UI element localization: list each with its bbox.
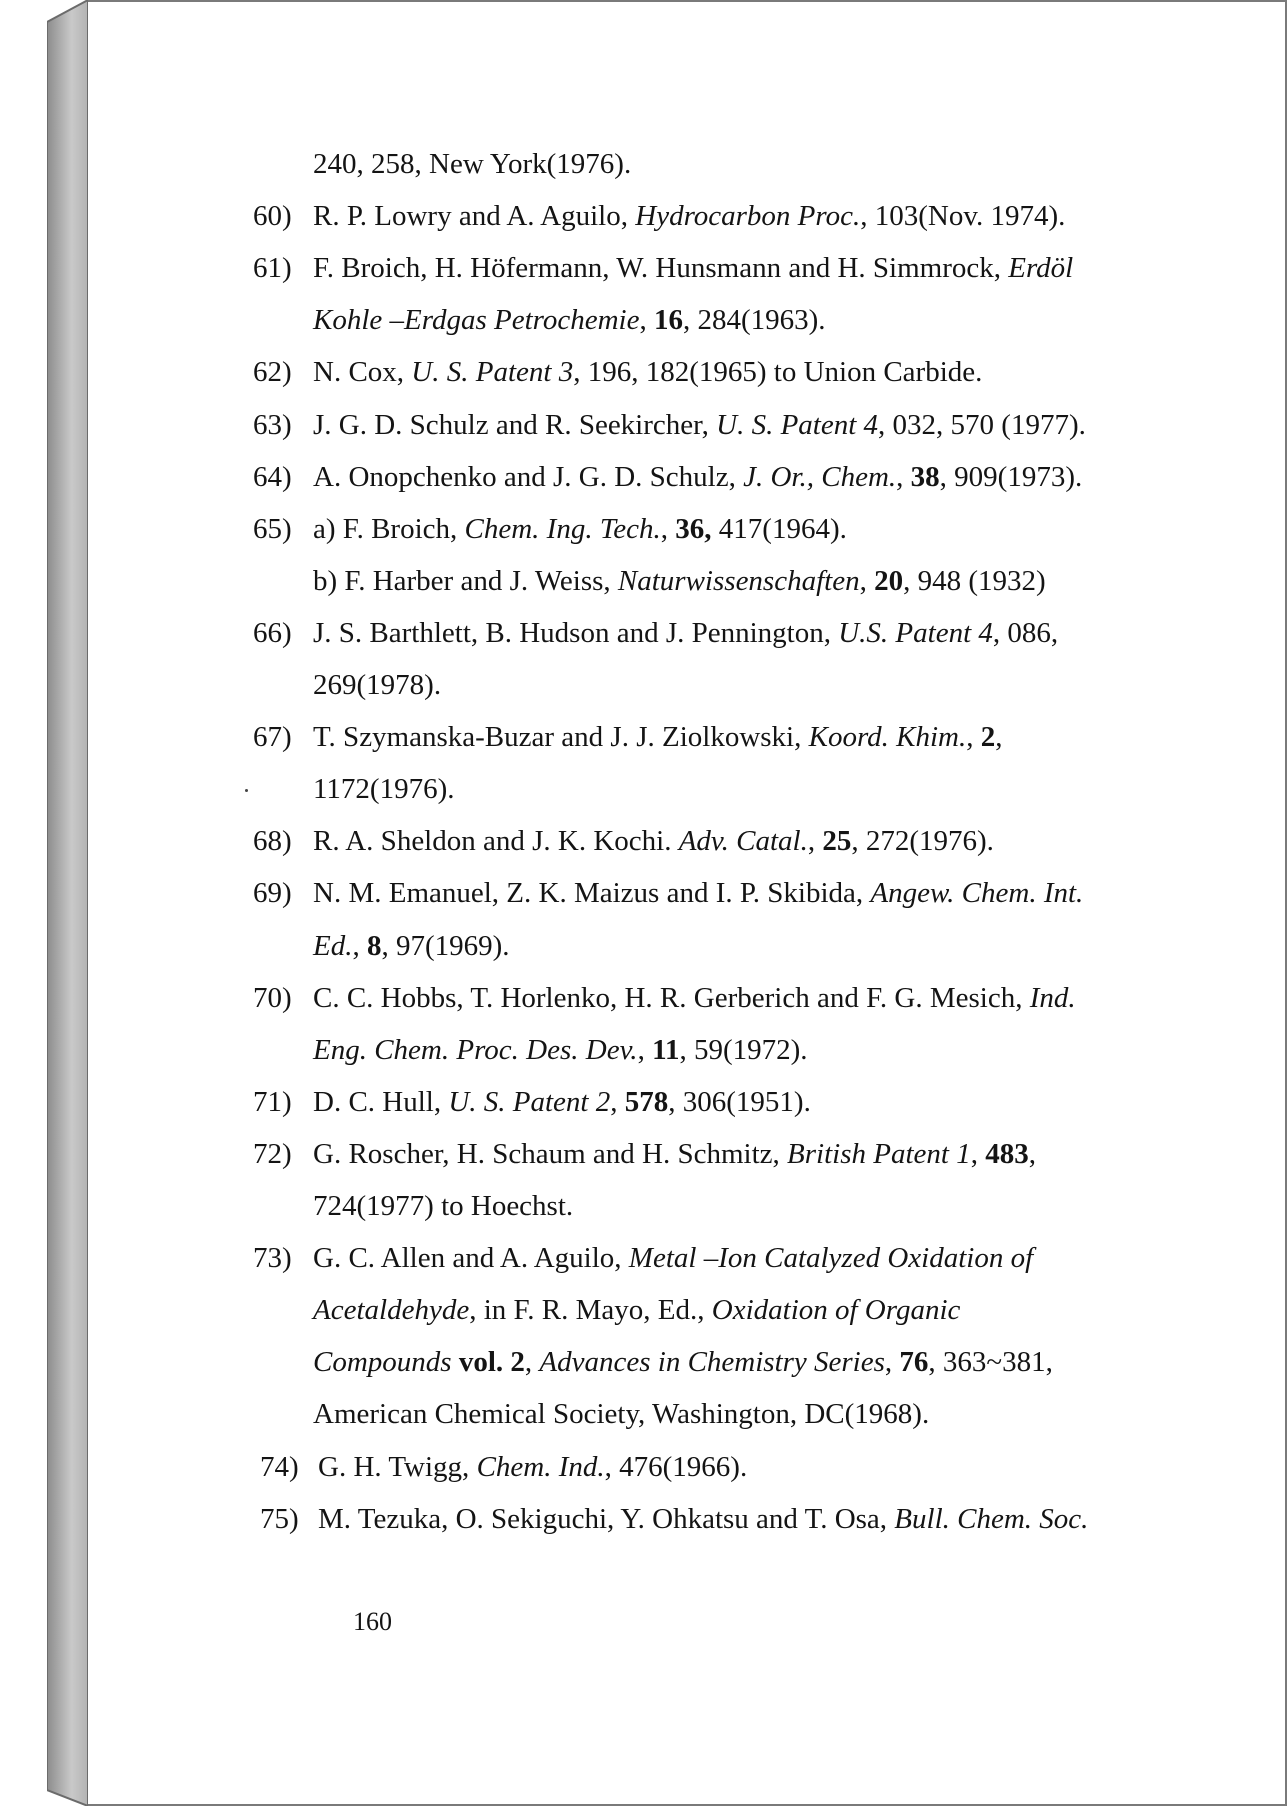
reference-line xyxy=(88,399,1285,451)
text-segment: , 97(1969). xyxy=(381,929,510,962)
bold-segment: vol. 2 xyxy=(458,1346,525,1379)
reference-text xyxy=(313,1180,573,1232)
italic-segment: Adv. Catal. xyxy=(678,825,808,858)
reference-line xyxy=(88,503,1285,555)
reference-number: 66) xyxy=(253,616,292,649)
text-segment: American Chemical Society, Washington, DC(1968). xyxy=(313,1398,930,1431)
bold-segment: 20 xyxy=(874,564,904,597)
text-segment: 1172(1976). xyxy=(313,773,455,806)
text-segment: , xyxy=(524,1346,540,1379)
bold-segment: 76 xyxy=(899,1346,929,1379)
text-segment: N. Cox, xyxy=(313,356,412,389)
reference-line xyxy=(88,711,1285,763)
text-segment: , xyxy=(896,460,911,493)
reference-text xyxy=(313,607,1058,659)
text-segment: D. C. Hull, xyxy=(313,1085,449,1118)
italic-segment: Koord. Khim. xyxy=(808,721,967,754)
page-sheet xyxy=(88,0,1287,1806)
reference-line xyxy=(88,1180,1285,1232)
reference-line xyxy=(88,1336,1285,1388)
text-segment: , xyxy=(995,721,1003,754)
reference-text xyxy=(313,1076,811,1128)
reference-number: 71) xyxy=(253,1085,292,1118)
stray-mark xyxy=(245,789,248,792)
text-segment: , 476(1966). xyxy=(604,1450,748,1483)
reference-text xyxy=(313,1128,1036,1180)
text-segment: 240, 258, New York(1976). xyxy=(313,148,632,180)
text-segment: , xyxy=(1028,1137,1036,1170)
text-segment: 417(1964). xyxy=(711,512,847,545)
text-segment: , 272(1976). xyxy=(851,825,994,858)
reference-line xyxy=(88,346,1285,398)
reference-line xyxy=(88,1076,1285,1128)
text-segment: G. C. Allen and A. Aguilo, xyxy=(313,1242,629,1275)
text-segment: a) F. Broich, xyxy=(313,512,465,545)
reference-line xyxy=(88,1232,1285,1284)
text-segment: R. P. Lowry and A. Aguilo, xyxy=(313,200,636,233)
text-segment xyxy=(452,1346,459,1378)
text-segment: , 59(1972). xyxy=(679,1033,808,1066)
italic-segment: Oxidation of Organic xyxy=(711,1294,961,1327)
reference-text xyxy=(313,763,455,815)
text-segment: G. Roscher, H. Schaum and H. Schmitz, xyxy=(313,1137,788,1170)
reference-text xyxy=(313,1024,808,1076)
italic-segment: Acetaldehyde xyxy=(313,1294,470,1327)
italic-segment: U. S. Patent 2 xyxy=(448,1085,611,1118)
text-segment: A. Onopchenko and J. G. D. Schulz, xyxy=(313,460,744,493)
reference-text xyxy=(313,555,1046,607)
reference-text xyxy=(318,1493,1088,1545)
text-segment: b) F. Harber and J. Weiss, xyxy=(313,564,618,597)
bold-segment: 2 xyxy=(980,721,996,754)
bold-segment: 8 xyxy=(366,929,382,962)
italic-segment: Hydrocarbon Proc. xyxy=(635,200,861,233)
text-segment: 724(1977) to Hoechst. xyxy=(313,1190,574,1222)
reference-line xyxy=(88,920,1285,972)
italic-segment: Eng. Chem. Proc. Des. Dev. xyxy=(313,1033,638,1066)
text-segment: , 948 (1932) xyxy=(903,564,1046,597)
text-segment: , 032, 570 (1977). xyxy=(878,408,1086,441)
text-segment: M. Tezuka, O. Sekiguchi, Y. Ohkatsu and T. Osa, xyxy=(318,1502,895,1535)
text-segment: , xyxy=(970,1137,986,1170)
reference-number: 75) xyxy=(260,1502,299,1535)
reference-line xyxy=(88,242,1285,294)
text-segment: , 306(1951). xyxy=(668,1085,811,1118)
text-segment: , xyxy=(660,512,676,545)
reference-number: 73) xyxy=(253,1242,292,1275)
italic-segment: Naturwissenschaften xyxy=(617,564,860,597)
bold-segment: 36, xyxy=(675,512,712,545)
reference-line xyxy=(88,1493,1285,1545)
reference-number: 68) xyxy=(253,825,292,858)
reference-line xyxy=(88,1441,1285,1493)
italic-segment: Angew. Chem. Int. xyxy=(870,877,1084,910)
bold-segment: 38 xyxy=(910,460,940,493)
reference-line xyxy=(88,972,1285,1024)
italic-segment: Ind. xyxy=(1029,981,1076,1014)
text-segment: , xyxy=(966,721,981,754)
text-segment: G. H. Twigg, xyxy=(318,1450,477,1483)
reference-line xyxy=(88,1128,1285,1180)
text-segment: N. M. Emanuel, Z. K. Maizus and I. P. Skibida, xyxy=(313,877,871,910)
italic-segment: U. S. Patent 4 xyxy=(716,408,879,441)
italic-segment: Metal –Ion Catalyzed Oxidation of xyxy=(628,1242,1034,1275)
text-segment: J. G. D. Schulz and R. Seekircher, xyxy=(313,408,717,441)
text-segment: F. Broich, H. Höfermann, W. Hunsmann and H. Simmrock, xyxy=(313,252,1009,285)
reference-line xyxy=(88,190,1285,242)
reference-number: 67) xyxy=(253,721,292,754)
reference-text xyxy=(313,867,1083,919)
italic-segment: Bull. Chem. Soc. xyxy=(894,1502,1089,1535)
bold-segment: 25 xyxy=(822,825,852,858)
italic-segment: Compounds xyxy=(313,1346,452,1379)
reference-text xyxy=(313,659,441,711)
reference-line xyxy=(88,763,1285,815)
text-segment: , 086, xyxy=(992,616,1059,649)
reference-text xyxy=(313,972,1076,1024)
text-segment: , 363~381, xyxy=(928,1346,1053,1379)
bold-segment: 483 xyxy=(985,1137,1029,1170)
italic-segment: Chem. Ind. xyxy=(476,1450,605,1483)
reference-number: 64) xyxy=(253,460,292,493)
reference-line xyxy=(88,659,1285,711)
reference-text xyxy=(318,1441,747,1493)
text-segment: , 103(Nov. 1974). xyxy=(860,200,1066,233)
reference-text xyxy=(313,1388,929,1440)
reference-number: 62) xyxy=(253,356,292,389)
reference-number: 72) xyxy=(253,1137,292,1170)
reference-text xyxy=(313,1284,960,1336)
italic-segment: Chem. Ing. Tech. xyxy=(464,512,661,545)
text-segment: C. C. Hobbs, T. Horlenko, H. R. Gerberich and F. G. Mesich, xyxy=(313,981,1030,1014)
reference-number: 69) xyxy=(253,877,292,910)
reference-number: 65) xyxy=(253,512,292,545)
italic-segment: Ed. xyxy=(313,929,353,962)
reference-line xyxy=(88,1024,1285,1076)
reference-text xyxy=(313,920,510,972)
reference-number: 74) xyxy=(260,1450,299,1483)
italic-segment: U. S. Patent 3 xyxy=(411,356,574,389)
reference-list xyxy=(88,2,1285,1804)
text-segment: , xyxy=(352,929,367,962)
reference-text xyxy=(313,242,1073,294)
reference-line xyxy=(88,1388,1285,1440)
italic-segment: Erdöl xyxy=(1008,252,1074,285)
italic-segment: British Patent 1 xyxy=(787,1137,971,1170)
reference-text xyxy=(313,399,1086,451)
reference-text xyxy=(313,294,826,346)
reference-number: 63) xyxy=(253,408,292,441)
reference-line xyxy=(88,867,1285,919)
text-segment: , xyxy=(807,825,823,858)
bold-segment: 578 xyxy=(624,1085,669,1118)
reference-line xyxy=(88,138,1285,190)
italic-segment: J. Or., Chem. xyxy=(743,460,897,493)
page-number: 160 xyxy=(353,1607,392,1636)
text-segment: 269(1978). xyxy=(313,669,442,701)
reference-line xyxy=(88,555,1285,607)
book-spine xyxy=(47,0,88,1806)
reference-line xyxy=(88,815,1285,867)
text-segment: R. A. Sheldon and J. K. Kochi. xyxy=(313,825,679,858)
text-segment: T. Szymanska-Buzar and J. J. Ziolkowski, xyxy=(313,721,809,754)
text-segment: , xyxy=(637,1033,653,1066)
reference-line xyxy=(88,294,1285,346)
bold-segment: 11 xyxy=(652,1033,680,1066)
italic-segment: Advances in Chemistry Series xyxy=(539,1346,885,1379)
text-segment: , 909(1973). xyxy=(939,460,1083,493)
reference-text xyxy=(313,815,994,867)
bold-segment: 16 xyxy=(653,304,683,337)
reference-text xyxy=(313,346,982,398)
text-segment: , xyxy=(884,1346,900,1379)
text-segment: , 284(1963). xyxy=(682,304,826,337)
text-segment: , xyxy=(610,1085,625,1118)
reference-text xyxy=(313,138,631,190)
reference-line xyxy=(88,607,1285,659)
italic-segment: U.S. Patent 4 xyxy=(838,616,993,649)
reference-number: 60) xyxy=(253,200,292,233)
reference-number: 70) xyxy=(253,981,292,1014)
text-segment: , xyxy=(639,304,654,337)
reference-line xyxy=(88,1284,1285,1336)
reference-text xyxy=(313,1232,1033,1284)
text-segment: , 196, 182(1965) to Union Carbide. xyxy=(573,356,983,389)
text-segment: J. S. Barthlett, B. Hudson and J. Pennington, xyxy=(313,616,839,649)
reference-text xyxy=(313,190,1065,242)
reference-text xyxy=(313,451,1082,503)
reference-text xyxy=(313,711,1003,763)
reference-text xyxy=(313,1336,1053,1388)
text-segment: , xyxy=(859,564,875,597)
reference-number: 61) xyxy=(253,252,292,285)
text-segment: , in F. R. Mayo, Ed., xyxy=(469,1294,712,1327)
italic-segment: Kohle –Erdgas Petrochemie xyxy=(313,304,640,337)
reference-line xyxy=(88,451,1285,503)
reference-text xyxy=(313,503,847,555)
